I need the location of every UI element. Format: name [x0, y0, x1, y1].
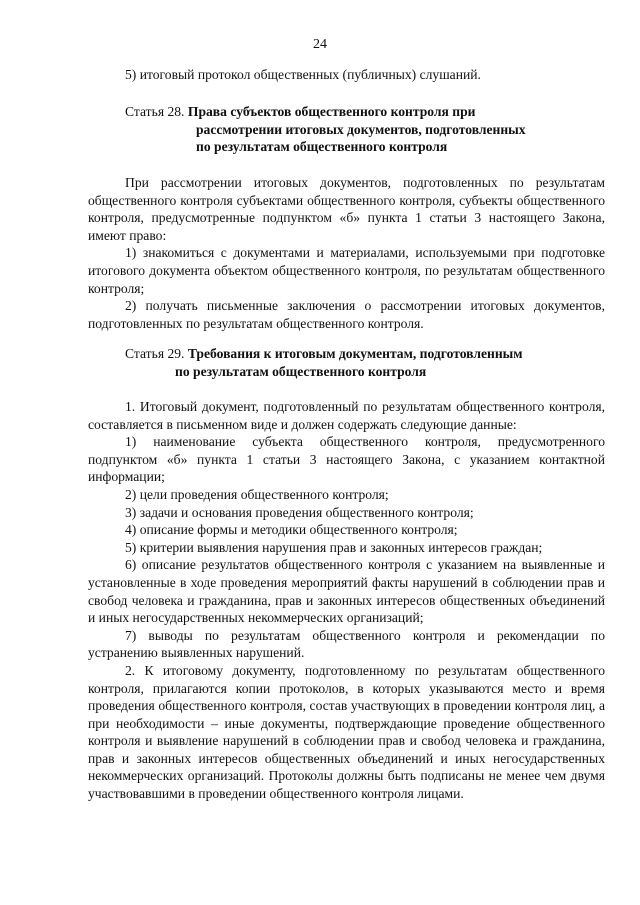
article-28-title-line3: по результатам общественного контроля: [196, 139, 448, 155]
article-28-body: [88, 174, 605, 332]
article-29-title-line1: Требования к итоговым документам, подготовленным: [187, 346, 523, 361]
article-29-item-2: 2) цели проведения общественного контроля;: [125, 486, 389, 502]
article-29-paragraph-2: 2. К итоговому документу, подготовленному по результатам общественного контроля, прилагаются копии протоколов, в которых указываются место и время проведения общественного контроля, состав участвующих в проведении контроля лиц, а при необходимости – иные документы, подтверждающие проведение общественного контроля и выявление нарушений в соблюдении прав и свобод человека и гражданина, прав и законных интересов общественных объединений и иных негосударственных некоммерческих организаций. Протоколы должны быть подписаны не менее чем двумя участвовавшими в проведении общественного контроля лицами.: [88, 662, 605, 802]
article-29-paragraph-1: 1. Итоговый документ, подготовленный по результатам общественного контроля, составляется в письменном виде и должен содержать следующие данные:: [88, 399, 605, 432]
article-29-item-1: 1) наименование субъекта общественного контроля, предусмотренного подпунктом «б» пункта 1 статьи 3 настоящего Закона, с указанием контактной информации;: [88, 434, 605, 485]
article-28-item-1: 1) знакомиться с документами и материалами, используемыми при подготовке итогового документа объектом общественного контроля, по результатам общественного контроля;: [88, 245, 605, 296]
article-29-heading: [125, 345, 605, 380]
article-29-body: [88, 398, 605, 803]
article-29-title-line2: по результатам общественного контроля: [175, 363, 427, 379]
article-28-item-2: 2) получать письменные заключения о рассмотрении итоговых документов, подготовленных по результатам общественного контроля.: [88, 298, 605, 331]
article-29-label: Статья 29.: [125, 346, 185, 361]
top-list-item: 5) итоговый протокол общественных (публичных) слушаний.: [125, 67, 481, 82]
article-29-item-3: 3) задачи и основания проведения общественного контроля;: [125, 504, 474, 520]
article-28-heading: [125, 103, 605, 156]
article-28-title-line2: рассмотрении итоговых документов, подготовленных: [196, 121, 526, 137]
article-28-title-line1: Права субъектов общественного контроля при: [187, 104, 476, 119]
article-29-item-7: 7) выводы по результатам общественного контроля и рекомендации по устранению выявленных нарушений.: [88, 627, 605, 661]
article-28-label: Статья 28.: [125, 104, 185, 119]
page-number: 24: [313, 37, 327, 52]
article-29-item-5: 5) критерии выявления нарушения прав и законных интересов граждан;: [125, 539, 543, 555]
article-28-intro: При рассмотрении итоговых документов, подготовленных по результатам общественного контроля субъектами общественного контроля, субъекты общественного контроля, предусмотренные подпунктом «б» пункта 1 статьи 3 настоящего Закона, имеют право:: [88, 175, 605, 243]
article-29-item-6: 6) описание результатов общественного контроля с указанием на выявленные и установленные в ходе проведения мероприятий факты нарушений в соблюдении прав и свобод человека и гражданина, прав и законных интересов общественных объединений и иных негосударственных некоммерческих организаций;: [88, 557, 605, 626]
article-29-item-4: 4) описание формы и методики общественного контроля;: [125, 522, 458, 538]
